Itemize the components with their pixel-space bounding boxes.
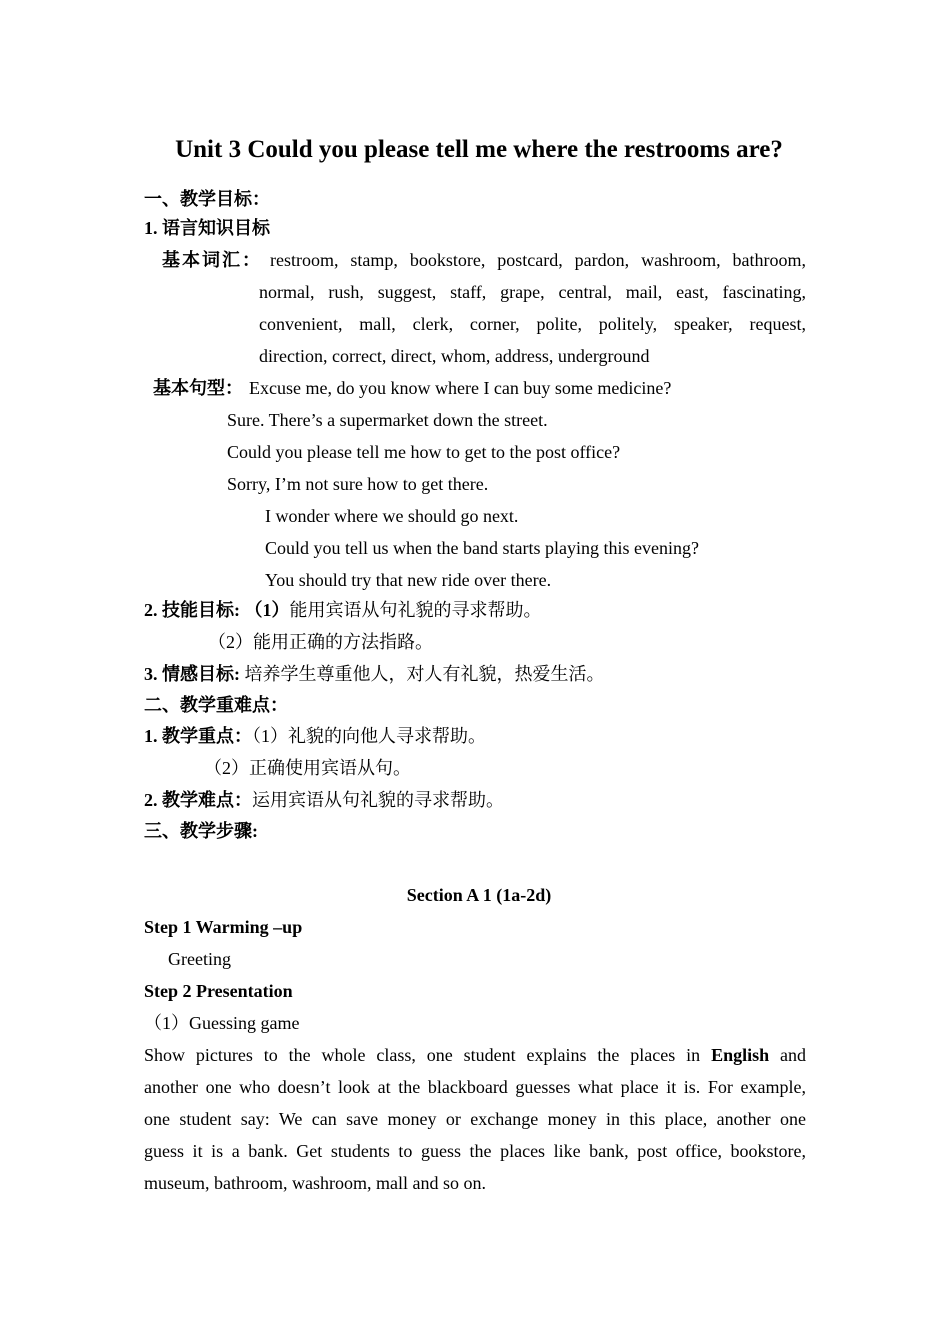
key-point-1: （1）礼貌的向他人寻求帮助。 (252, 726, 486, 746)
sentence-4: Sorry, I’m not sure how to get there. (227, 474, 489, 494)
section-heading-steps: 三、教学步骤: (144, 821, 258, 841)
paragraph-line-1-end: and (780, 1045, 806, 1065)
difficult-point-line (144, 789, 504, 811)
paragraph-line-1 (144, 1044, 806, 1066)
heading-language-knowledge: 1. 语言知识目标 (144, 218, 270, 238)
sentence-patterns-label: 基本句型： (153, 378, 243, 398)
vocab-line-4: direction, correct, direct, whom, address, underground (259, 346, 650, 366)
step-2-heading: Step 2 Presentation (144, 981, 293, 1001)
section-heading-objectives: 一、教学目标： (144, 189, 270, 209)
paragraph-line-2: another one who doesn’t look at the blackboard guesses what place it is. For example, (144, 1077, 806, 1097)
step-1-text: Greeting (168, 949, 231, 969)
skill-objective-line (144, 599, 542, 621)
paragraph-line-5: museum, bathroom, washroom, mall and so on. (144, 1173, 486, 1193)
paragraph-line-4: guess it is a bank. Get students to guess the places like bank, post office, bookstore, (144, 1141, 806, 1161)
vocab-line-2: normal, rush, suggest, staff, grape, central, mail, east, fascinating, (259, 282, 806, 302)
step-1-heading: Step 1 Warming –up (144, 917, 303, 937)
skill-item-1-text: 能用宾语从句礼貌的寻求帮助。 (289, 600, 542, 620)
skill-item-1-number: （1） (244, 600, 290, 620)
emotion-objective-line (144, 663, 605, 685)
key-point-label: 1. 教学重点： (144, 726, 252, 746)
english-emphasis: English (711, 1045, 770, 1065)
difficult-point-text: 运用宾语从句礼貌的寻求帮助。 (252, 790, 504, 810)
sentence-6: Could you tell us when the band starts playing this evening? (265, 538, 699, 558)
skill-item-2: （2）能用正确的方法指路。 (208, 632, 433, 652)
sentence-5: I wonder where we should go next. (265, 506, 519, 526)
key-point-2: （2）正确使用宾语从句。 (204, 758, 411, 778)
vocab-line-1: restroom, stamp, bookstore, postcard, pardon, washroom, bathroom, (270, 250, 806, 270)
step-2-item-1: （1）Guessing game (144, 1013, 300, 1033)
sentence-2: Sure. There’s a supermarket down the street. (227, 410, 548, 430)
sentence-3: Could you please tell me how to get to the post office? (227, 442, 621, 462)
sentence-7: You should try that new ride over there. (265, 570, 552, 590)
section-heading-key-points: 二、教学重难点： (144, 695, 288, 715)
sentence-1: Excuse me, do you know where I can buy some medicine? (249, 378, 672, 398)
paragraph-line-3: one student say: We can save money or exchange money in this place, another one (144, 1109, 806, 1129)
page-title: Unit 3 Could you please tell me where the restrooms are? (175, 136, 783, 163)
vocab-line-3: convenient, mall, clerk, corner, polite, politely, speaker, request, (259, 314, 806, 334)
skill-objective-label: 2. 技能目标: (144, 600, 240, 620)
difficult-point-label: 2. 教学难点： (144, 790, 252, 810)
emotion-objective-text: 培养学生尊重他人，对人有礼貌，热爱生活。 (244, 664, 605, 684)
key-point-line (144, 725, 486, 747)
section-a-title: Section A 1 (1a-2d) (406, 885, 552, 905)
vocab-label: 基本词汇： (162, 250, 262, 270)
emotion-objective-label: 3. 情感目标: (144, 664, 240, 684)
paragraph-line-1-start: Show pictures to the whole class, one student explains the places in (144, 1045, 701, 1065)
